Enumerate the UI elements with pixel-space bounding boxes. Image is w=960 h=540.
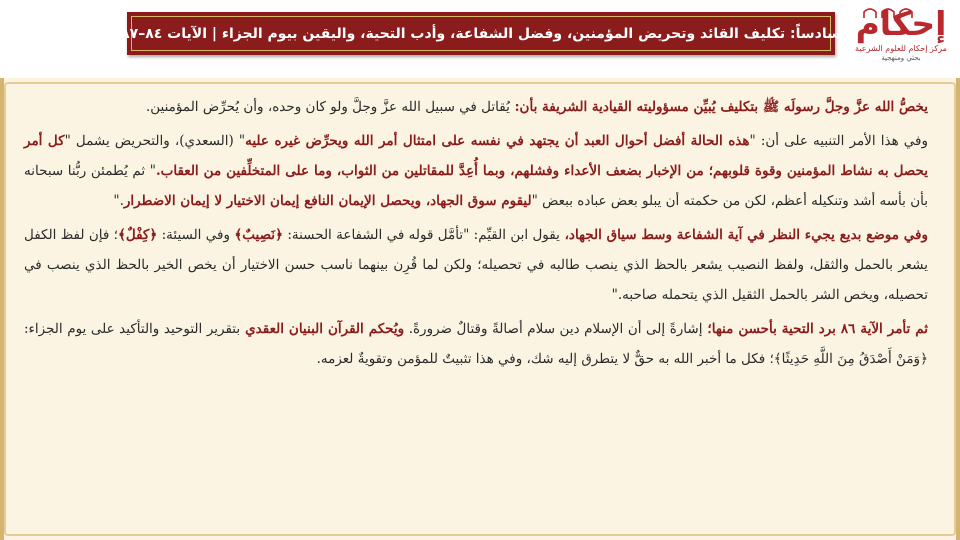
highlighted-text: ليقوم سوق الجهاد، ويحصل الإيمان النافع إيمان الاختيار لا إيمان الاضطرار	[123, 193, 532, 209]
body-text-run: بتقرير التوحيد والتأكيد على يوم الجزاء:	[24, 321, 241, 337]
body-text-run: " ثم يُطمئن ربُّنا سبحانه بأن بأسه أشد وتنكيله أعظم، لكن من حكمته أن يبلو بعض عباده ببعض "	[24, 163, 928, 209]
body-text-run: وفي السيئة:	[157, 227, 235, 243]
paragraph	[24, 92, 928, 122]
logo-arches-icon	[862, 6, 940, 18]
header-banner	[121, 12, 841, 55]
logo	[848, 4, 954, 66]
body-text-run: ؛ فكل ما أخبر الله به حقٌّ لا يتطرق إليه شك، وفي هذا تثبيتٌ للمؤمن وتقويةٌ لعزمه.	[316, 351, 774, 367]
highlighted-text: ويُحكم القرآن البنيان العقدي	[240, 321, 405, 337]
highlighted-text: هذه الحالة أفضل أحوال العبد أن يجتهد في نفسه على امتثال أمر الله ويحرِّض غيره عليه	[245, 133, 750, 149]
body-text	[24, 92, 928, 378]
highlighted-text: ﴿كِفْلٌ﴾	[117, 227, 158, 243]
slide-title: سادساً: تكليف القائد وتحريض المؤمنين، وفضل الشفاعة، وأدب التحية، واليقين بيوم الجزاء | الآيات ٨٤–٨٧	[121, 25, 841, 42]
body-text-run: إشارةً إلى أن الإسلام دين سلام أصالةً وقتالٌ ضرورةً.	[404, 321, 703, 337]
body-text-run: " (السعدي)، والتحريض يشمل "	[64, 133, 246, 149]
content-panel	[0, 78, 960, 540]
header-frame	[121, 16, 841, 51]
highlighted-text: ﴿نَصِيبٌ﴾	[234, 227, 283, 243]
highlighted-text: ثم تأمر الآية ٨٦ برد التحية بأحسن منها؛	[702, 321, 928, 337]
body-text-run: يُقاتل في سبيل الله عزَّ وجلَّ ولو كان وحده، وأن يُحرِّض المؤمنين.	[145, 99, 510, 115]
logo-subtitle: مركز إحكام للعلوم الشرعية	[855, 44, 947, 53]
body-text-run: يقول ابن القيِّم: "تأمَّل قوله في الشفاعة الحسنة:	[282, 227, 560, 243]
body-text-run: ﴿وَمَنْ أَصْدَقُ مِنَ اللَّهِ حَدِيثًا﴾	[773, 351, 928, 367]
body-text-run: وفي هذا الأمر التنبيه على أن: "	[749, 133, 929, 149]
body-text-run: ؛ فإن لفظ الكفل يشعر بالحمل والثقل، ولفظ النصيب يشعر بالحظ الذي ينصب طالبه في تحصيله؛ ولكن لما قُرِن بينهما ناسب حسن الاختيار أن يخص الخير بالحظ الذي ينصب في تحصيله، ويخص الشر بالحمل الثقيل الذي يتحمله صاحبه."	[24, 227, 928, 303]
highlighted-text: يخصُّ الله عزَّ وجلَّ رسولَه ﷺ بتكليف يُبيِّن مسؤوليته القيادية الشريفة بأن:	[509, 99, 928, 115]
highlighted-text: وفي موضع بديع يجيء النظر في آية الشفاعة وسط سياق الجهاد،	[559, 227, 928, 243]
paragraph	[24, 220, 928, 310]
logo-tagline: بحثي ومنهجية	[881, 54, 921, 62]
paragraph	[24, 314, 928, 374]
highlighted-text: كل أمر يحصل به نشاط المؤمنين وقوة قلوبهم؛ من الإخبار بضعف الأعداء وفشلهم، وبما أُعِدَّ للمقاتلين من الثواب، وما على المتخلِّفين من العقاب.	[24, 133, 928, 179]
paragraph	[24, 126, 928, 216]
logo-name: إحكام	[855, 4, 947, 43]
body-text-run: ."	[113, 193, 124, 209]
right-border-strip	[956, 78, 960, 540]
